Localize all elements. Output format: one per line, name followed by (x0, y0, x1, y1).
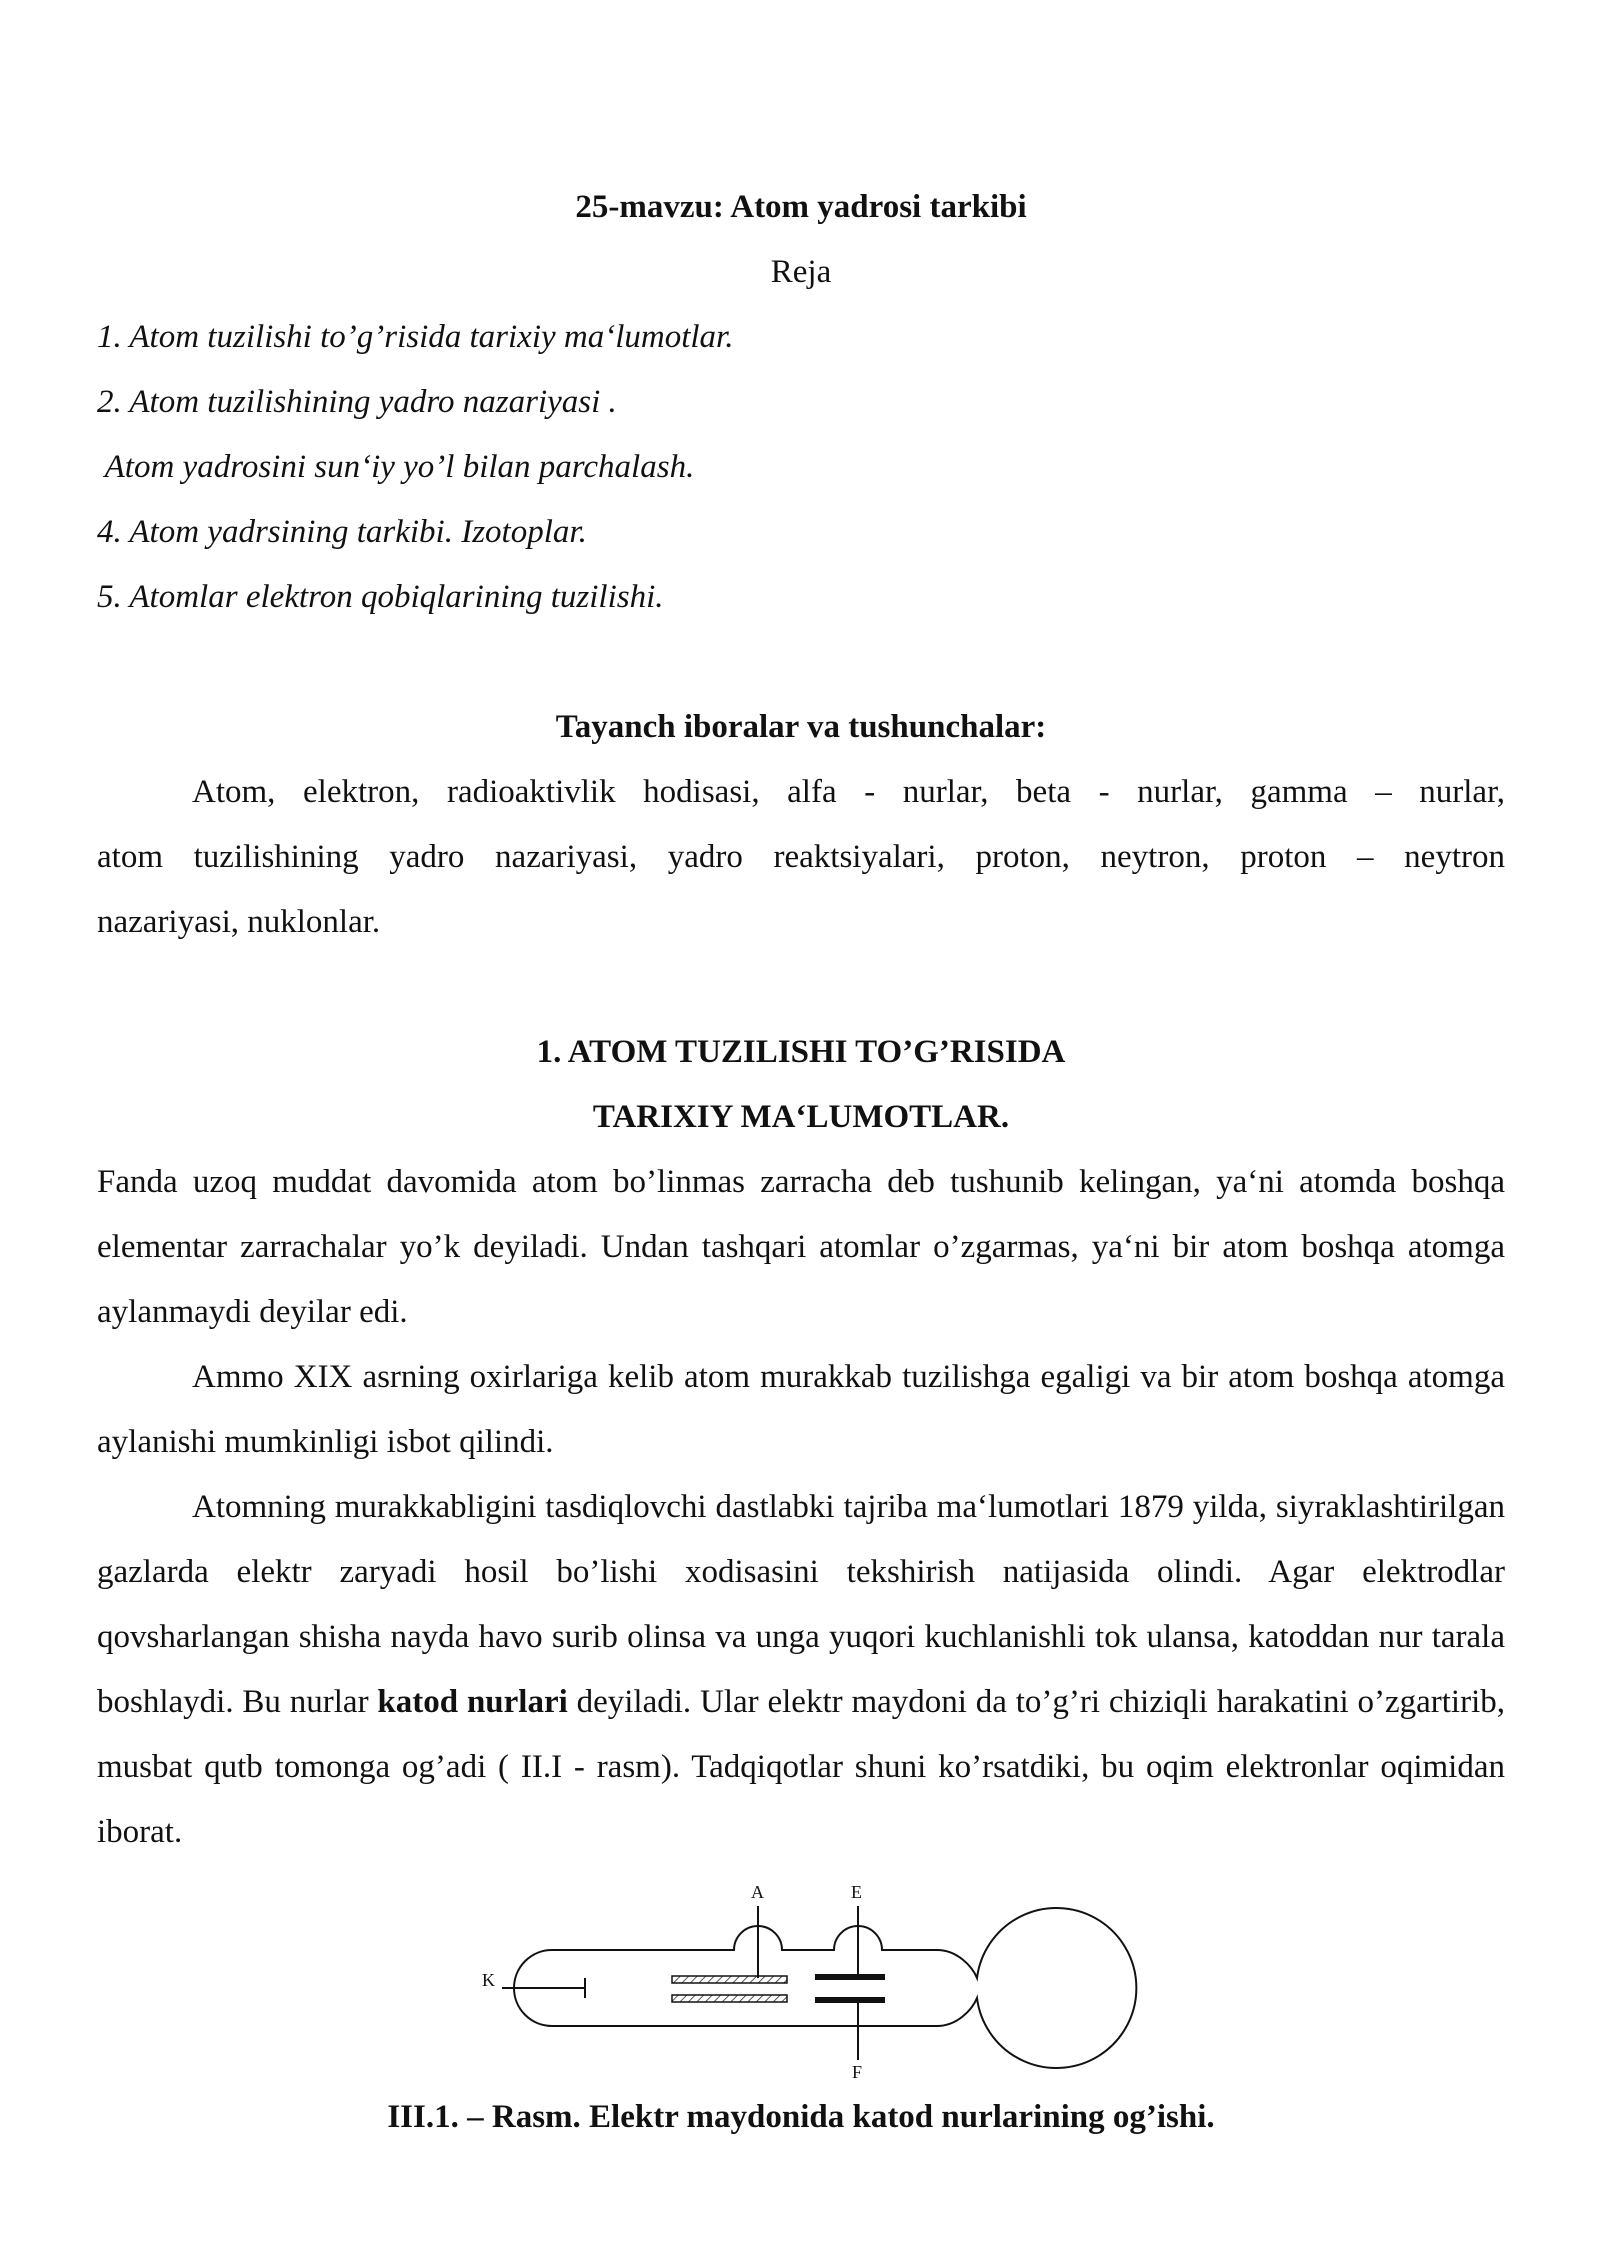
bold-term: katod nurlari (377, 1684, 568, 1720)
tube-outline (514, 1908, 1136, 2068)
label-k: K (482, 1970, 495, 1990)
page-title: 25-mavzu: Atom yadrosi tarkibi (575, 189, 1027, 225)
section-heading: 1. ATOM TUZILISHI TO’G’RISIDA (536, 1034, 1066, 1070)
plan-item: 4. Atom yadrsining tarkibi. Izotoplar. (97, 514, 587, 550)
label-a: A (751, 1882, 764, 1902)
tube-diagram (97, 1880, 1505, 2080)
plan-item: Atom yadrosini sun‘iy yo’l bilan parchalash. (97, 449, 695, 485)
document-page (97, 175, 1505, 2135)
label-e: E (851, 1882, 862, 1902)
keywords-heading: Tayanch iboralar va tushunchalar: (555, 709, 1047, 745)
plan-item: 5. Atomlar elektron qobiqlarining tuzilishi. (97, 579, 664, 615)
paragraph: Ammo XIX asrning oxirlariga kelib atom murakkab tuzilishga egaligi va bir atom boshqa atomga aylanishi mumkinligi isbot qilindi. (97, 1359, 1505, 1460)
cathode-ray-tube-figure (97, 1880, 1505, 2080)
label-f: F (852, 2062, 863, 2080)
section-heading: TARIXIY MA‘LUMOTLAR. (592, 1099, 1010, 1135)
keywords-line: nazariyasi, nuklonlar. (97, 904, 381, 940)
paragraph (97, 1475, 1505, 1865)
keywords-line: atom tuzilishining yadro nazariyasi, yadro reaktsiyalari, proton, neytron, proton – neytron (97, 839, 1505, 875)
slit-lower (672, 1995, 787, 2002)
paragraph-text: Atomning murakkabligini tasdiqlovchi dastlabki tajriba ma‘lumotlari 1879 yilda, siyraklashtirilgan gazlarda elektr zaryadi hosil bo’lishi xodisasini tekshirish natijasida olindi. Agar elektrodlar qovsharlangan shisha nayda havo surib olinsa va unga yuqori kuchlanishli tok ulansa, katoddan nur tarala boshlaydi. Bu nurlar (97, 1489, 1505, 1720)
paragraph-text: deyiladi. Ular elektr maydoni da to’g’ri chiziqli harakatini o’zgartirib, musbat qutb tomonga og’adi ( II.I - rasm). Tadqiqotlar shuni ko’rsatdiki, bu oqim elektronlar oqimidan iborat. (97, 1684, 1505, 1850)
paragraph: Fanda uzoq muddat davomida atom bo’linmas zarracha deb tushunib kelingan, ya‘ni atomda boshqa elementar zarrachalar yo’k deyiladi. Undan tashqari atomlar o’zgarmas, ya‘ni bir atom boshqa atomga aylanmaydi deyilar edi. (97, 1164, 1505, 1330)
plan-item: 2. Atom tuzilishining yadro nazariyasi . (97, 384, 617, 420)
plate-f (815, 1997, 885, 2003)
plan-heading: Reja (770, 254, 832, 290)
keywords-line: Atom, elektron, radioaktivlik hodisasi, alfa - nurlar, beta - nurlar, gamma – nurlar, (192, 774, 1505, 810)
plan-item: 1. Atom tuzilishi to’g’risida tarixiy ma‘lumotlar. (97, 319, 734, 355)
figure-caption: III.1. – Rasm. Elektr maydonida katod nurlarining og’ishi. (387, 2099, 1215, 2135)
slit-upper (672, 1976, 787, 1983)
plate-e (815, 1974, 885, 1980)
